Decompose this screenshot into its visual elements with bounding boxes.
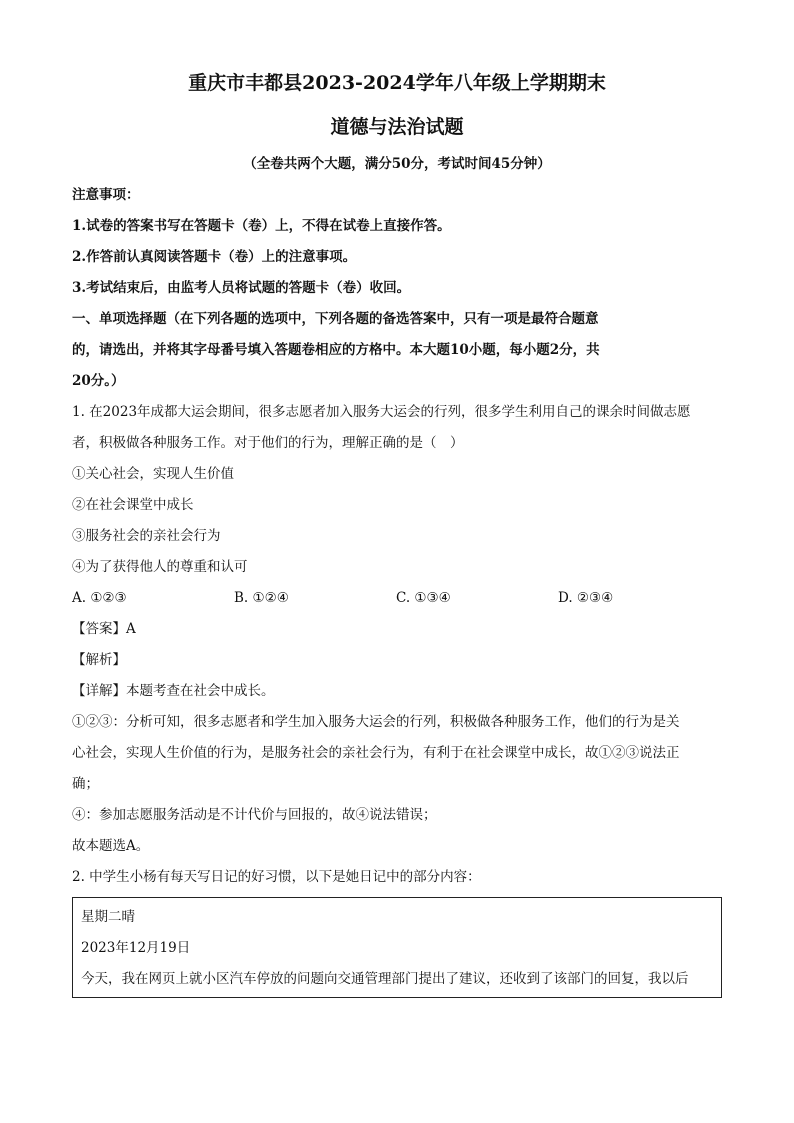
question-1: [72, 397, 722, 862]
statement: ①关心社会，实现人生价值: [72, 466, 234, 482]
detail-line: 【详解】本题考查在社会中成长。: [72, 683, 275, 699]
diary-date: 2023年12月19日: [81, 940, 191, 956]
explanation-line: ④：参加志愿服务活动是不计代价与回报的，故④说法错误；: [72, 807, 437, 823]
answer-options: [72, 583, 722, 614]
exam-subject-title: 道德与法治试题: [330, 116, 464, 138]
question-stem-line: 1. 在2023年成都大运会期间，很多志愿者加入服务大运会的行列，很多学生利用自己的课余时间做志愿: [72, 404, 691, 420]
notes-heading: 注意事项：: [72, 187, 140, 203]
statement: ②在社会课堂中成长: [72, 497, 194, 513]
diary-weekday-weather: 星期二晴: [81, 909, 135, 925]
statement: ④为了获得他人的尊重和认可: [72, 559, 248, 575]
option-a: A. ①②③: [72, 590, 127, 606]
section-heading: [72, 304, 722, 397]
exam-title: 重庆市丰都县2023-2024学年八年级上学期期末: [188, 72, 606, 94]
option-b: B. ①②④: [234, 590, 289, 606]
section-heading-line: 20分。）: [72, 373, 125, 389]
section-heading-line: 的，请选出，并将其字母番号填入答题卷相应的方格中。本大题10小题，每小题2分，共: [72, 342, 600, 358]
diary-excerpt-box: [72, 897, 722, 998]
statement: ③服务社会的亲社会行为: [72, 528, 221, 544]
diary-text: 今天，我在网页上就小区汽车停放的问题向交通管理部门提出了建议，还收到了该部门的回复，我以后: [81, 971, 689, 987]
question-2: [72, 862, 722, 998]
section-heading-line: 一、单项选择题（在下列各题的选项中，下列各题的备选答案中，只有一项是最符合题意: [72, 311, 599, 327]
explanation-line: 故本题选A。: [72, 838, 150, 854]
analysis-label: 【解析】: [72, 652, 126, 668]
exam-page: [72, 70, 722, 998]
question-stem-line: 者，积极做各种服务工作。对于他们的行为，理解正确的是（ ）: [72, 435, 464, 451]
note-item: 1.试卷的答案书写在答题卡（卷）上，不得在试卷上直接作答。: [72, 218, 451, 234]
option-d: D. ②③④: [558, 590, 614, 606]
explanation-line: 确；: [72, 776, 99, 792]
note-item: 2.作答前认真阅读答题卡（卷）上的注意事项。: [72, 249, 357, 265]
question-stem-line: 2. 中学生小杨有每天写日记的好习惯，以下是她日记中的部分内容：: [72, 869, 481, 885]
exam-subtitle: （全卷共两个大题，满分50分，考试时间45分钟）: [243, 156, 551, 172]
explanation-line: ①②③：分析可知，很多志愿者和学生加入服务大运会的行列，积极做各种服务工作，他们的行为是关: [72, 714, 680, 730]
option-c: C. ①③④: [396, 590, 451, 606]
notes-section: [72, 180, 722, 304]
explanation-line: 心社会，实现人生价值的行为，是服务社会的亲社会行为，有利于在社会课堂中成长，故①②③说法正: [72, 745, 680, 761]
answer-label: 【答案】A: [72, 621, 136, 637]
note-item: 3.考试结束后，由监考人员将试题的答题卡（卷）收回。: [72, 280, 411, 296]
